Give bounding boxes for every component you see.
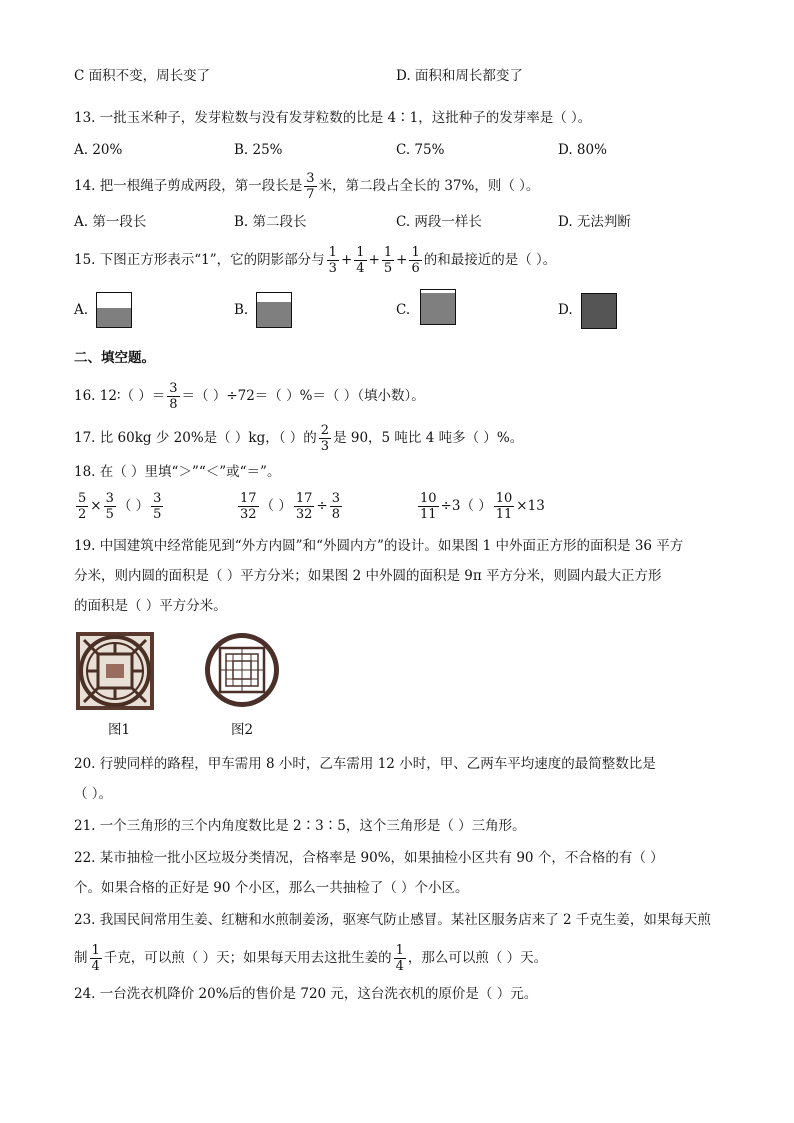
q15-option-b-label: B. xyxy=(234,302,249,318)
q23-fraction-a: $\frac{1}{4}$ xyxy=(91,943,100,974)
q14-option-d: D. 无法判断 xyxy=(558,214,631,230)
q15-square-b xyxy=(256,292,292,328)
q16-text: 16. 12∶（ ）＝ $\frac{3}{8}$ ＝（ ）÷72＝（ ）%＝（ ）（填小数）。 xyxy=(74,381,425,412)
fraction-1-6: $\frac{1}{6}$ xyxy=(411,245,420,276)
q14-text xyxy=(74,172,539,201)
q19-line-2: 分米，则内圆的面积是（ ）平方分米；如果图 2 中外圆的面积是 9π 平方分米，则圆内最大正方形 xyxy=(74,568,662,584)
figure-2-circle-window xyxy=(204,632,280,708)
fraction-1-4: $\frac{1}{4}$ xyxy=(356,245,365,276)
q23-fraction-b: $\frac{1}{4}$ xyxy=(395,943,404,974)
q19-line-3: 的面积是（ ）平方分米。 xyxy=(74,598,227,614)
q24-text: 24. 一台洗衣机降价 20%后的售价是 720 元，这台洗衣机的原价是（ ）元。 xyxy=(74,986,538,1002)
fraction-1-5: $\frac{1}{5}$ xyxy=(383,245,393,276)
q13-text: 13. 一批玉米种子，发芽粒数与没有发芽粒数的比是 4∶1，这批种子的发芽率是（ ）。 xyxy=(74,110,592,126)
q18-text: 18. 在（ ）里填“＞”“＜”或“＝”。 xyxy=(74,464,281,480)
q17-text: 17. 比 60kg 少 20%是（ ）kg，（ ）的 $\frac{2}{3}$ 是 90，5 吨比 4 吨多（ ）%。 xyxy=(74,423,524,454)
q18-expr-row-3: $\frac{10}{11}$ ÷3（ ） $\frac{10}{11}$ ×13 xyxy=(420,491,545,522)
q18-expr-row-1: $\frac{5}{2}$ × $\frac{3}{5}$ （ ） $\frac{3}{5}$ xyxy=(78,491,162,522)
q23-line-2: 制 $\frac{1}{4}$ 千克，可以煎（ ）天；如果每天用去这批生姜的 $\frac{1}{4}$ ，那么可以煎（ ）天。 xyxy=(74,943,548,974)
q16-fraction: $\frac{3}{8}$ xyxy=(169,381,178,412)
q15-square-c xyxy=(420,289,456,325)
q14-fraction: $\frac{3}{7}$ xyxy=(306,171,315,202)
q14-option-b: B. 第二段长 xyxy=(234,214,307,230)
q20-line-1: 20. 行驶同样的路程，甲车需用 8 小时，乙车需用 12 小时，甲、乙两车平均速度的最简整数比是 xyxy=(74,756,656,772)
figure-1-square-window xyxy=(76,632,154,710)
q12-option-c: C 面积不变，周长变了 xyxy=(74,68,211,84)
q19-line-1: 19. 中国建筑中经常能见到“外方内圆”和“外圆内方”的设计。如果图 1 中外面正方形的面积是 36 平方 xyxy=(74,538,684,554)
q15-square-c-shade xyxy=(421,293,455,324)
fraction-1-3: $\frac{1}{3}$ xyxy=(328,245,337,276)
q13-option-d: D. 80% xyxy=(558,142,607,158)
q15-option-a-label: A. xyxy=(74,302,89,318)
q15-option-d-label: D. xyxy=(558,302,573,318)
q18-expr-row-2: $\frac{17}{32}$ （ ） $\frac{17}{32}$ ÷ $\frac{3}{8}$ xyxy=(240,491,340,522)
q14-option-a: A. 第一段长 xyxy=(74,214,147,230)
figure-2-caption: 图2 xyxy=(231,722,254,738)
figure-1-caption: 图1 xyxy=(108,722,131,738)
q23-line-1: 23. 我国民间常用生姜、红糖和水煎制姜汤，驱寒气防止感冒。某社区服务店来了 2 千克生姜，如果每天煎 xyxy=(74,912,711,928)
section-heading: 二、填空题。 xyxy=(74,350,155,366)
q22-line-2: 个。如果合格的正好是 90 个小区，那么一共抽检了（ ）个小区。 xyxy=(74,880,469,896)
q20-line-2: （ ）。 xyxy=(74,786,113,802)
q15-text: 15. 下图正方形表示“1”，它的阴影部分与 $\frac{1}{3}$ + $\frac{1}{4}$ + $\frac{1}{5}$ + $\frac{1}{6}$ 的和最接近的是（ ）。 xyxy=(74,245,557,276)
q12-option-d: D. 面积和周长都变了 xyxy=(396,68,523,84)
q15-option-c-label: C. xyxy=(396,302,411,318)
q15-square-a xyxy=(96,292,132,328)
q21-text: 21. 一个三角形的三个内角度数比是 2∶3∶5，这个三角形是（ ）三角形。 xyxy=(74,818,526,834)
q22-line-1: 22. 某市抽检一批小区垃圾分类情况，合格率是 90%，如果抽检小区共有 90 个，不合格的有（ ） xyxy=(74,850,664,866)
q15-square-d-shade xyxy=(582,294,616,328)
q14-option-c: C. 两段一样长 xyxy=(396,214,482,230)
q15-square-d xyxy=(581,293,617,329)
q13-option-a: A. 20% xyxy=(74,142,123,158)
q13-option-b: B. 25% xyxy=(234,142,283,158)
q14-pre: 14. 把一根绳子剪成两段，第一段长是 xyxy=(74,178,303,194)
q17-fraction: $\frac{2}{3}$ xyxy=(320,423,330,454)
q15-square-b-shade xyxy=(257,302,291,328)
q14-post: 米，第二段占全长的 37%，则（ ）。 xyxy=(318,178,540,194)
q15-square-a-shade xyxy=(97,308,131,327)
q13-option-c: C. 75% xyxy=(396,142,445,158)
